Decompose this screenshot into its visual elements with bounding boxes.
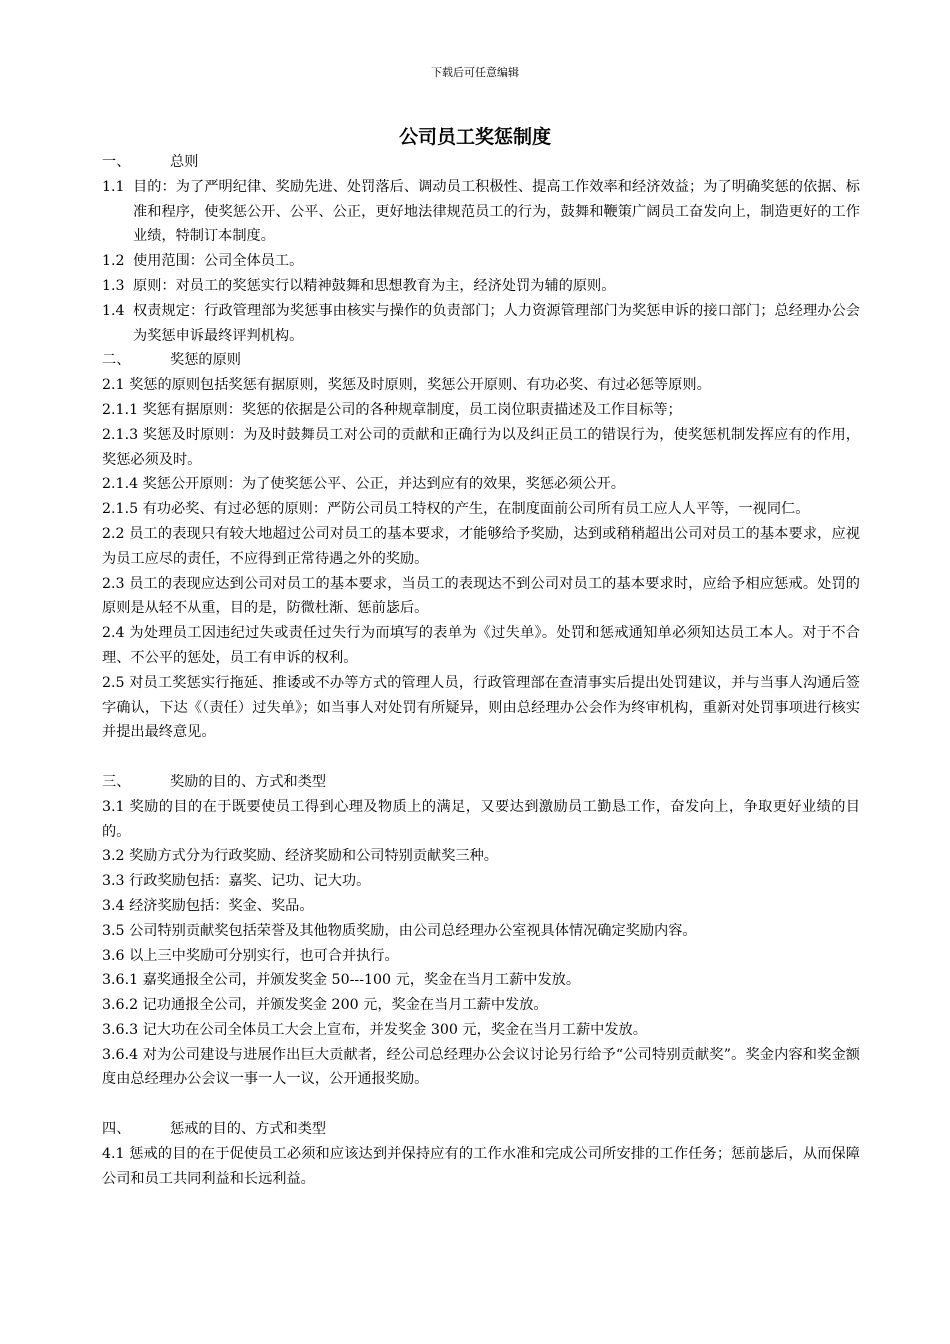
clause-text: 权责规定：行政管理部为奖惩事由核实与操作的负责部门；人力资源管理部门为奖惩申诉的接口部门；总经理办公会为奖惩申诉最终评判机构。 bbox=[133, 302, 860, 344]
paragraph-3-6-4: 3.6.4 对为公司建设与进展作出巨大贡献者，经公司总经理办公会议讨论另行给予“公司特别贡献奖”。奖金内容和奖金额度由总经理办公会议一事一人一议，公开通报奖励。 bbox=[102, 1046, 860, 1088]
blank-line bbox=[102, 745, 860, 770]
section-heading-1 bbox=[102, 150, 860, 175]
section-number: 四、 bbox=[102, 1121, 131, 1138]
header-note: 下载后可任意编辑 bbox=[431, 66, 519, 79]
clause-1-4 bbox=[102, 299, 860, 349]
document-body bbox=[102, 150, 860, 1191]
paragraph-2-5: 2.5 对员工奖惩实行拖延、推诿或不办等方式的管理人员，行政管理部在查清事实后提出处罚建议，并与当事人沟通后签字确认，下达《（责任）过失单》；如当事人对处罚有所疑异，则由总经理办公会作为终审机构，重新对处罚事项进行核实并提出最终意见。 bbox=[102, 674, 860, 741]
section-heading-3 bbox=[102, 770, 860, 795]
paragraph-2-1-4: 2.1.4 奖惩公开原则：为了使奖惩公平、公正，并达到应有的效果，奖惩必须公开。 bbox=[102, 476, 625, 493]
paragraph-2-1-1: 2.1.1 奖惩有据原则：奖惩的依据是公司的各种规章制度，员工岗位职责描述及工作目标等； bbox=[102, 401, 682, 418]
clause-number: 1.1 bbox=[102, 178, 125, 195]
paragraph-3-2: 3.2 奖励方式分为行政奖励、经济奖励和公司特别贡献奖三种。 bbox=[102, 848, 498, 865]
clause-1-1 bbox=[102, 175, 860, 249]
paragraph-3-4: 3.4 经济奖励包括：奖金、奖品。 bbox=[102, 897, 314, 914]
blank-line bbox=[102, 1092, 860, 1117]
section-number: 一、 bbox=[102, 154, 131, 170]
paragraph-3-6-1: 3.6.1 嘉奖通报全公司，并颁发奖金 50---100 元，奖金在当月工薪中发放。 bbox=[102, 972, 581, 989]
section-title: 总则 bbox=[170, 154, 199, 170]
section-number: 三、 bbox=[102, 773, 131, 790]
section-title: 惩戒的目的、方式和类型 bbox=[170, 1121, 327, 1138]
section-heading-4 bbox=[102, 1117, 860, 1142]
paragraph-2-3: 2.3 员工的表现应达到公司对员工的基本要求，当员工的表现达不到公司对员工的基本要求时，应给予相应惩戒。处罚的原则是从轻不从重，目的是，防微杜渐、惩前毖后。 bbox=[102, 575, 860, 617]
section-number: 二、 bbox=[102, 352, 131, 369]
clause-1-3 bbox=[102, 274, 860, 299]
paragraph-3-5: 3.5 公司特别贡献奖包括荣誉及其他物质奖励，由公司总经理办公室视具体情况确定奖励内容。 bbox=[102, 922, 697, 939]
paragraph-2-1-3: 2.1.3 奖惩及时原则：为及时鼓舞员工对公司的贡献和正确行为以及纠正员工的错误行为，使奖惩机制发挥应有的作用，奖惩必须及时。 bbox=[102, 426, 860, 468]
paragraph-2-4: 2.4 为处理员工因违纪过失或责任过失行为而填写的表单为《过失单》。处罚和惩戒通知单必须知达员工本人。对于不合理、不公平的惩处，员工有申诉的权利。 bbox=[102, 625, 860, 666]
paragraph-3-6-3: 3.6.3 记大功在公司全体员工大会上宣布，并发奖金 300 元，奖金在当月工薪中发放。 bbox=[102, 1021, 647, 1038]
clause-text: 目的：为了严明纪律、奖励先进、处罚落后、调动员工积极性、提高工作效率和经济效益；为了明确奖惩的依据、标准和程序，使奖惩公开、公平、公正，更好地法律规范员工的行为，鼓舞和鞭策广阔员工奋发向上，制造更好的工作业绩，特制订本制度。 bbox=[133, 178, 860, 245]
section-heading-2 bbox=[102, 348, 860, 373]
clause-1-2 bbox=[102, 249, 860, 274]
paragraph-3-1: 3.1 奖励的目的在于既要使员工得到心理及物质上的满足，又要达到激励员工勤恳工作，奋发向上，争取更好业绩的目的。 bbox=[102, 798, 860, 840]
clause-text: 使用范围：公司全体员工。 bbox=[133, 253, 304, 270]
paragraph-4-1: 4.1 惩戒的目的在于促使员工必须和应该达到并保持应有的工作水准和完成公司所安排的工作任务；惩前毖后，从而保障公司和员工共同利益和长远利益。 bbox=[102, 1145, 860, 1187]
section-title: 奖惩的原则 bbox=[170, 352, 241, 369]
paragraph-2-2: 2.2 员工的表现只有较大地超过公司对员工的基本要求，才能够给予奖励，达到或稍稍超出公司对员工的基本要求，应视为员工应尽的责任，不应得到正常待遇之外的奖励。 bbox=[102, 525, 860, 567]
paragraph-3-6: 3.6 以上三中奖励可分别实行，也可合并执行。 bbox=[102, 947, 399, 964]
clause-number: 1.2 bbox=[102, 253, 125, 270]
clause-text: 原则：对员工的奖惩实行以精神鼓舞和思想教育为主，经济处罚为辅的原则。 bbox=[133, 277, 616, 294]
clause-number: 1.3 bbox=[102, 277, 125, 294]
paragraph-3-6-2: 3.6.2 记功通报全公司，并颁发奖金 200 元，奖金在当月工薪中发放。 bbox=[102, 997, 548, 1014]
section-title: 奖励的目的、方式和类型 bbox=[170, 773, 327, 790]
clause-number: 1.4 bbox=[102, 302, 125, 319]
paragraph-3-3: 3.3 行政奖励包括：嘉奖、记功、记大功。 bbox=[102, 873, 371, 890]
paragraph-2-1: 2.1 奖惩的原则包括奖惩有据原则，奖惩及时原则，奖惩公开原则、有功必奖、有过必惩等原则。 bbox=[102, 377, 711, 394]
paragraph-2-1-5: 2.1.5 有功必奖、有过必惩的原则：严防公司员工特权的产生，在制度面前公司所有员工应人人平等，一视同仁。 bbox=[102, 501, 810, 518]
document-title: 公司员工奖惩制度 bbox=[398, 126, 551, 148]
